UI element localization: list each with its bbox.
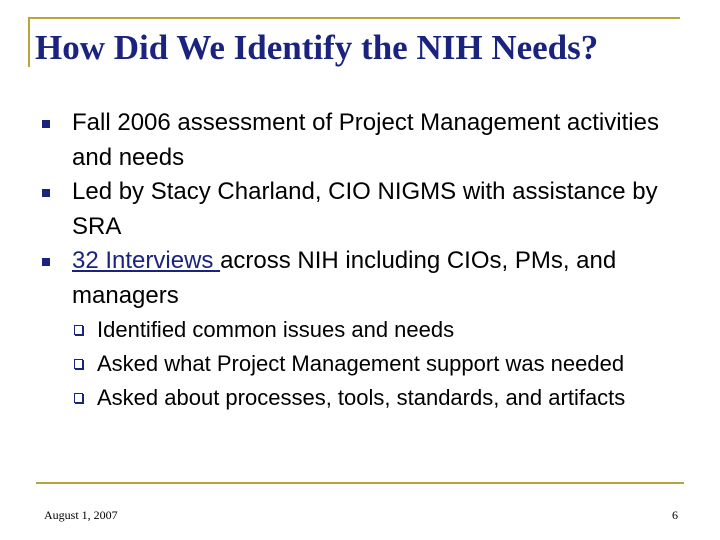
interviews-link[interactable]: 32 Interviews xyxy=(72,247,221,274)
bullet-text: Fall 2006 assessment of Project Management activities and needs xyxy=(72,109,659,171)
square-bullet-icon xyxy=(42,120,50,128)
bullet-list xyxy=(40,106,680,415)
title-frame-left-line xyxy=(28,17,30,67)
sub-bullet-item xyxy=(40,381,657,415)
bullet-item xyxy=(40,106,680,175)
bullet-item xyxy=(40,244,680,313)
page-number: 6 xyxy=(672,508,678,522)
bullet-text: Led by Stacy Charland, CIO NIGMS with assistance by SRA xyxy=(72,178,658,240)
square-bullet-icon xyxy=(42,189,50,197)
sub-bullet-item xyxy=(40,347,657,381)
hollow-square-bullet-icon xyxy=(74,325,83,335)
sub-bullet-item xyxy=(40,313,657,347)
title-frame-top-line xyxy=(28,17,680,19)
footer-divider xyxy=(36,482,684,484)
sub-bullet-text: Identified common issues and needs xyxy=(97,317,455,342)
hollow-square-bullet-icon xyxy=(74,359,83,369)
sub-bullet-text: Asked about processes, tools, standards, and artifacts xyxy=(97,385,626,410)
hollow-square-bullet-icon xyxy=(74,393,83,403)
slide-title: How Did We Identify the NIH Needs? xyxy=(35,28,599,67)
sub-bullet-text: Asked what Project Management support was needed xyxy=(97,351,625,376)
square-bullet-icon xyxy=(42,258,50,266)
bullet-item xyxy=(40,175,680,244)
footer-date: August 1, 2007 xyxy=(44,508,118,522)
bullet-text: across NIH including CIOs, PMs, and managers xyxy=(72,247,617,309)
